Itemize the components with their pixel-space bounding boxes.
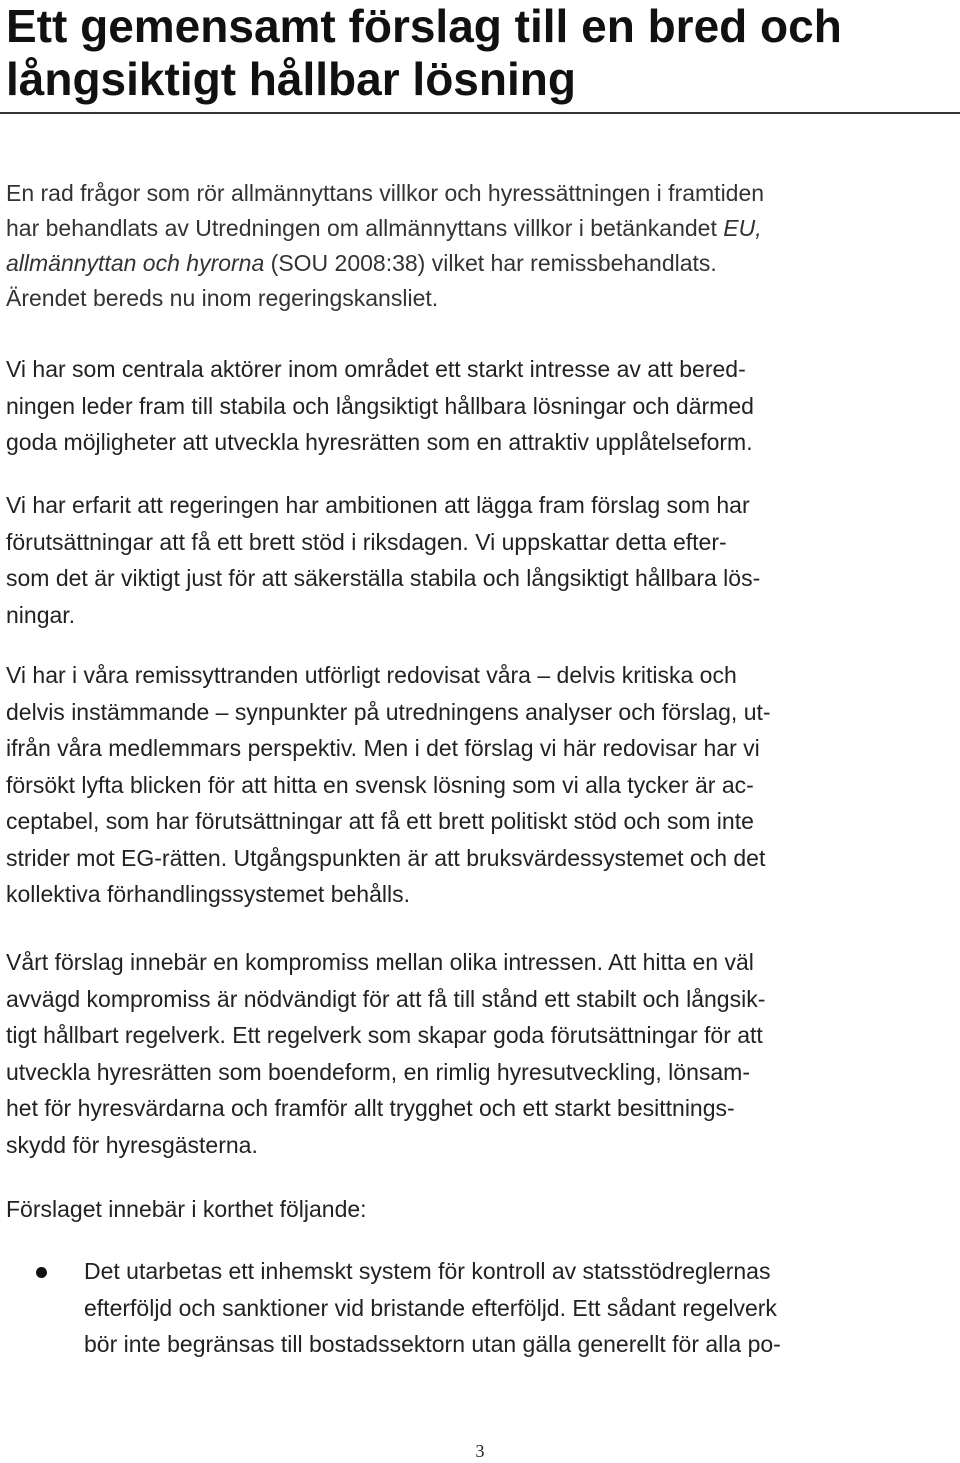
paragraph-compromise [6, 944, 956, 1163]
page-number: 3 [475, 1441, 485, 1461]
document-title [6, 0, 956, 106]
title-line-1: Ett gemensamt förslag till en bred och [6, 0, 842, 52]
text-line: ningen leder fram till stabila och långsiktigt hållbara lösningar och därmed [6, 392, 754, 419]
text-line: bör inte begränsas till bostadssektorn utan gälla generellt för alla po- [84, 1331, 781, 1357]
text-line: Vi har i våra remissyttranden utförligt redovisat våra – delvis kritiska och [6, 662, 737, 688]
report-title-italic: EU, [723, 215, 762, 241]
text-line: förutsättningar att få ett brett stöd i riksdagen. Vi uppskattar detta efter- [6, 528, 727, 555]
text-line: Förslaget innebär i korthet följande: [6, 1196, 367, 1222]
report-title-italic: allmännyttan och hyrorna [6, 250, 265, 276]
text-segment: (SOU 2008:38) vilket har remissbehandlats. [264, 250, 717, 276]
text-line: skydd för hyresgästerna. [6, 1131, 258, 1158]
text-line: ningar. [6, 601, 76, 628]
paragraph-summary-intro [6, 1191, 956, 1228]
text-line: Vi har som centrala aktörer inom området ett starkt intresse av att bered- [6, 356, 746, 382]
text-line: Vi har erfarit att regeringen har ambitionen att lägga fram förslag som har [6, 492, 750, 518]
text-line: ifrån våra medlemmars perspektiv. Men i det förslag vi här redovisar har vi [6, 735, 760, 761]
text-line: het för hyresvärdarna och framför allt trygghet och ett starkt besittnings- [6, 1095, 735, 1121]
text-line: som det är viktigt just för att säkerställa stabila och långsiktigt hållbara lös- [6, 565, 761, 591]
text-line: Vårt förslag innebär en kompromiss mellan olika intressen. Att hitta en väl [6, 949, 754, 975]
text-line [6, 211, 956, 246]
text-line: avvägd kompromiss är nödvändigt för att få till stånd ett stabilt och långsik- [6, 985, 766, 1012]
text-line: utveckla hyresrätten som boendeform, en rimlig hyresutveckling, lönsam- [6, 1058, 750, 1085]
text-line: Ärendet bereds nu inom regeringskansliet. [6, 285, 439, 311]
text-line: kollektiva förhandlingssystemet behålls. [6, 881, 410, 907]
text-line: ceptabel, som har förutsättningar att få ett brett politiskt stöd och som inte [6, 808, 754, 834]
text-line: goda möjligheter att utveckla hyresrätten som en attraktiv upplåtelseform. [6, 429, 753, 455]
text-line: delvis instämmande – synpunkter på utredningens analyser och förslag, ut- [6, 698, 771, 725]
text-line: En rad frågor som rör allmännyttans villkor och hyressättningen i framtiden [6, 180, 765, 206]
list-item-text [84, 1253, 954, 1363]
title-underline-rule [0, 112, 960, 114]
paragraph-intro [6, 176, 956, 316]
paragraph-interest [6, 351, 956, 461]
text-line: efterföljd och sanktioner vid bristande efterföljd. Ett sådant regelverk [84, 1294, 777, 1321]
text-line: försökt lyfta blicken för att hitta en svensk lösning som vi alla tycker är ac- [6, 771, 754, 798]
text-segment: har behandlats av Utredningen om allmännyttans villkor i betänkandet [6, 215, 724, 241]
text-line: tigt hållbart regelverk. Ett regelverk som skapar goda förutsättningar för att [6, 1022, 763, 1048]
text-line [6, 246, 956, 281]
bullet-icon [36, 1267, 47, 1278]
text-line: Det utarbetas ett inhemskt system för kontroll av statsstödreglernas [84, 1258, 771, 1284]
paragraph-ambition [6, 487, 956, 633]
paragraph-remiss [6, 657, 956, 913]
title-line-2: långsiktigt hållbar lösning [6, 53, 576, 105]
text-line: strider mot EG-rätten. Utgångspunkten är att bruksvärdessystemet och det [6, 844, 766, 871]
